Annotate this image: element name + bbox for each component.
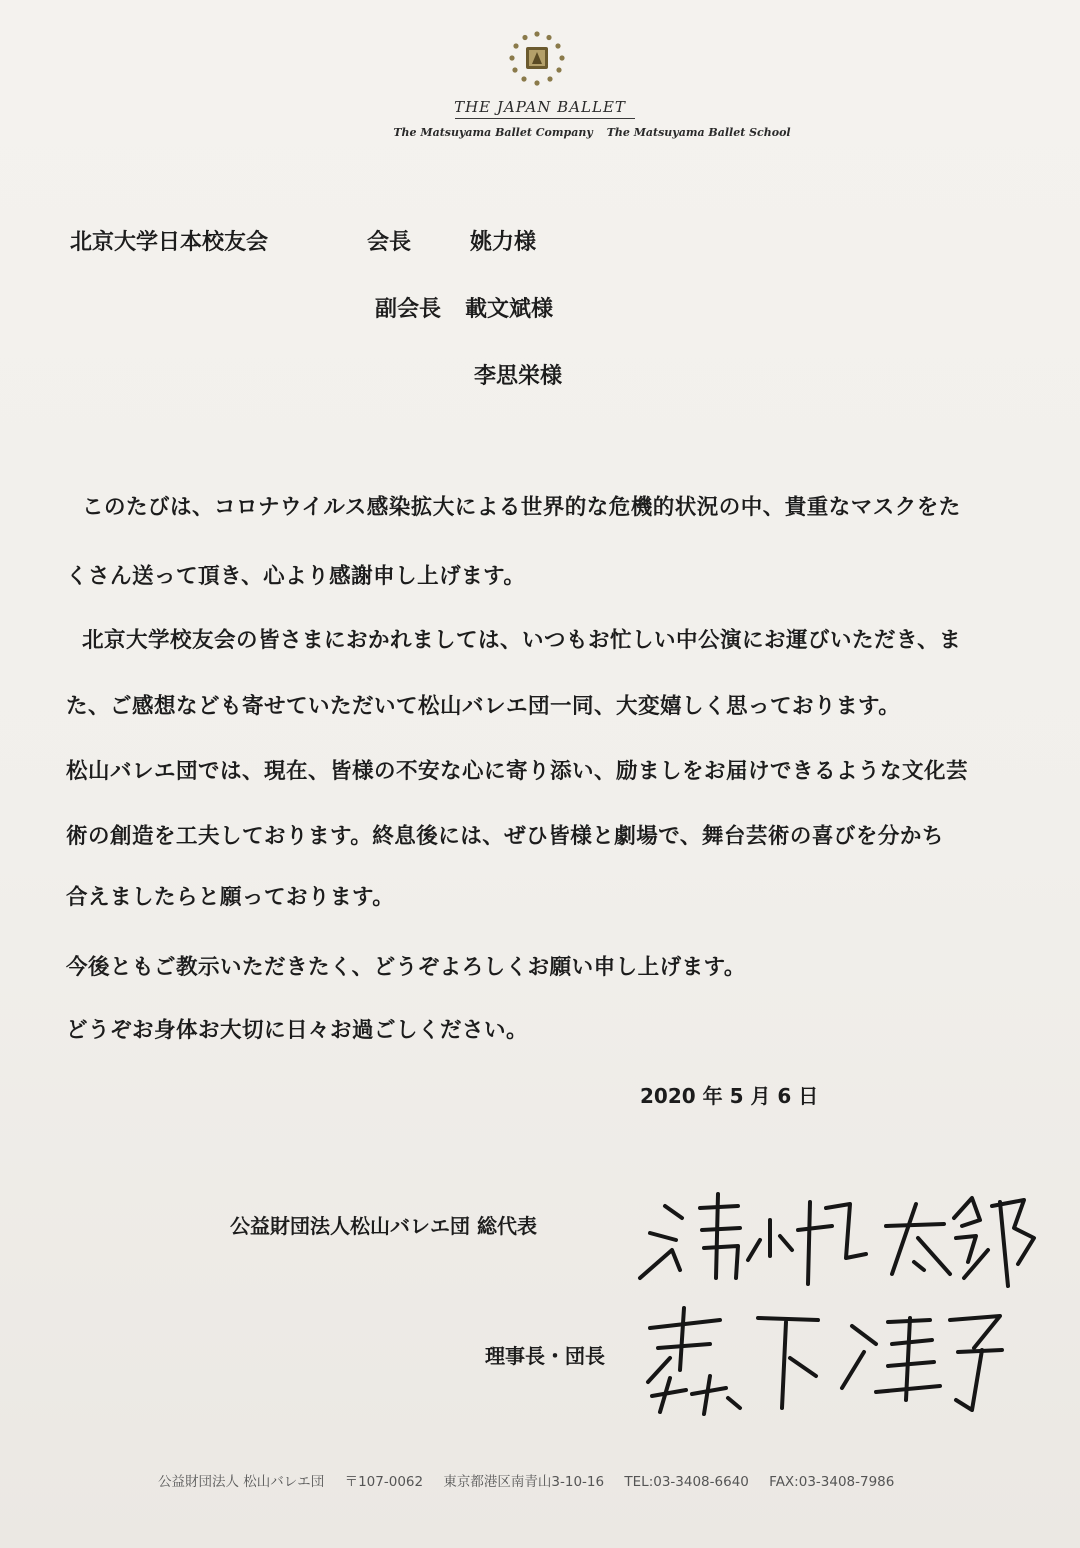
body-line: た、ご感想なども寄せていただいて松山バレエ団一同、大変嬉しく思っております。 [66,694,901,719]
body-line: くさん送って頂き、心より感謝申し上げます。 [66,564,526,589]
footer-org: 公益財団法人 松山バレエ団 [158,1474,325,1490]
recipient-name: 姚力様 [470,230,537,255]
addressee-organization: 北京大学日本校友会 [70,230,269,255]
recipient-title: 副会長 [375,297,442,322]
letterhead-company: The Matsuyama Ballet Company [393,126,593,139]
signature-morishita-image [640,1300,1010,1420]
footer-tel: TEL:03-3408-6640 [624,1474,749,1490]
footer-fax: FAX:03-3408-7986 [769,1474,895,1490]
body-line: 合えましたらと願っております。 [66,885,395,910]
recipient-name: 李思栄様 [474,364,563,389]
signatory-label: 公益財団法人松山バレエ団 総代表 [230,1214,537,1238]
body-line: 術の創造を工夫しております。終息後には、ぜひ皆様と劇場で、舞台芸術の喜びを分かち [66,824,944,849]
letterhead-subtitle [52,126,1080,139]
body-line: 北京大学校友会の皆さまにおかれましては、いつもお忙しい中公演にお運びいただき、ま [82,628,962,653]
letter-date: 2020 年 5 月 6 日 [640,1084,819,1108]
letter-footer [158,1470,910,1490]
body-line: どうぞお身体お大切に日々お過ごしください。 [66,1018,529,1043]
letterhead-rule [455,118,635,119]
signature-shimizu-image [620,1178,1040,1293]
letterhead-title: THE JAPAN BALLET [454,98,626,116]
body-line: 今後ともご教示いただきたく、どうぞよろしくお願い申し上げます。 [66,955,746,980]
body-line: 松山バレエ団では、現在、皆様の不安な心に寄り添い、励ましをお届けできるような文化芸 [66,759,969,784]
signatory-label: 理事長・団長 [485,1344,605,1368]
recipient-title: 会長 [367,230,412,255]
footer-postal: 〒107-0062 [344,1474,424,1490]
footer-address: 東京都港区南青山3-10-16 [443,1474,605,1490]
body-line: このたびは、コロナウイルス感染拡大による世界的な危機的状況の中、貴重なマスクをた [82,495,961,520]
recipient-name: 載文斌様 [465,297,554,322]
japan-ballet-emblem-icon [505,28,569,92]
letterhead-school: The Matsuyama Ballet School [606,126,791,139]
